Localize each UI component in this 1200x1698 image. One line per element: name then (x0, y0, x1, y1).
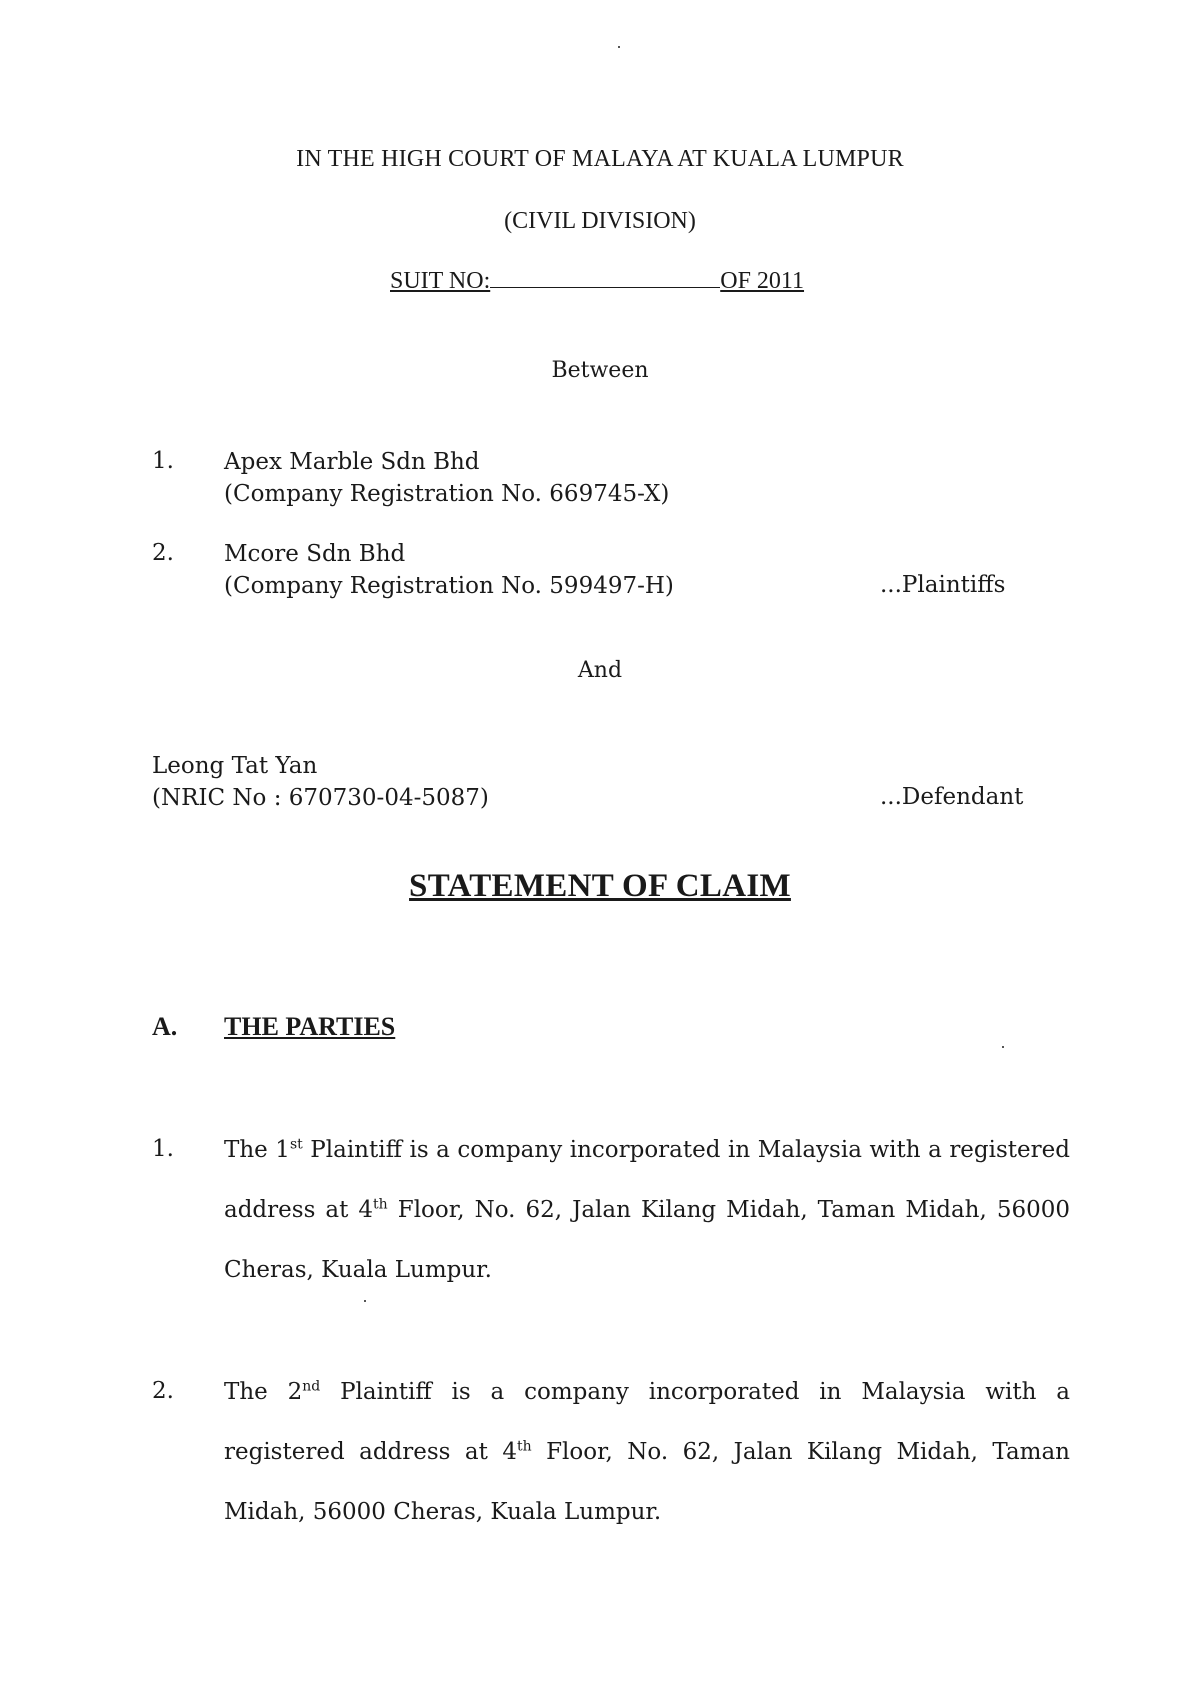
paragraph-1-text-part: The 1 (224, 1137, 290, 1163)
plaintiff-2-block (224, 538, 674, 602)
paragraph-2-text-part: The 2 (224, 1379, 303, 1405)
plaintiff-2-registration: (Company Registration No. 599497-H) (224, 573, 674, 599)
plaintiff-2-name: Mcore Sdn Bhd (224, 541, 406, 567)
paragraph-2-text-part: Floor, No. 62, Jalan Kilang Midah, Taman Midah, 56000 Cheras, Kuala Lumpur. (224, 1439, 1070, 1525)
plaintiff-1-name: Apex Marble Sdn Bhd (224, 449, 480, 475)
plaintiffs-role-label: ...Plaintiffs (880, 572, 1006, 598)
section-title: THE PARTIES (224, 1012, 396, 1041)
paragraph-1-ordinal: st (289, 1136, 303, 1153)
paragraph-1-floor-ordinal: th (373, 1196, 388, 1213)
suit-year: OF 2011 (720, 268, 805, 294)
paragraph-2-ordinal: nd (302, 1378, 321, 1395)
plaintiff-2-number: 2. (152, 540, 174, 566)
plaintiff-1-registration: (Company Registration No. 669745-X) (224, 481, 670, 507)
suit-number-line (390, 268, 804, 295)
paragraph-2-text-part: Plaintiff is a company incorporated in Malaysia with a registered address at 4 (224, 1379, 1070, 1465)
defendant-id: (NRIC No : 670730-04-5087) (152, 785, 489, 811)
plaintiff-1-number: 1. (152, 448, 174, 474)
document-title: STATEMENT OF CLAIM (409, 868, 791, 904)
suit-number-blank (490, 287, 720, 288)
paragraph-1-text-part: Floor, No. 62, Jalan Kilang Midah, Taman Midah, 56000 Cheras, Kuala Lumpur. (224, 1197, 1070, 1283)
and-label: And (577, 658, 623, 683)
defendant-name: Leong Tat Yan (152, 753, 318, 779)
scan-speck (618, 46, 620, 48)
paragraph-2-floor-ordinal: th (516, 1438, 532, 1455)
plaintiff-1-block (224, 446, 669, 510)
court-heading: IN THE HIGH COURT OF MALAYA AT KUALA LUMPUR (296, 146, 904, 172)
paragraph-2-text (224, 1362, 1070, 1542)
paragraph-1-text-part: Plaintiff is a company incorporated in Malaysia with a registered address at 4 (224, 1137, 1070, 1223)
scan-speck (364, 1300, 366, 1302)
section-letter: A. (152, 1012, 178, 1041)
defendant-block (152, 750, 489, 814)
scan-speck (1002, 1046, 1004, 1048)
paragraph-2-number: 2. (152, 1378, 174, 1404)
defendant-role-label: ...Defendant (880, 784, 1024, 810)
paragraph-1-number: 1. (152, 1136, 174, 1162)
paragraph-1-text (224, 1120, 1070, 1300)
between-label: Between (551, 358, 649, 383)
division-heading: (CIVIL DIVISION) (504, 208, 696, 234)
suit-label: SUIT NO: (390, 268, 491, 294)
